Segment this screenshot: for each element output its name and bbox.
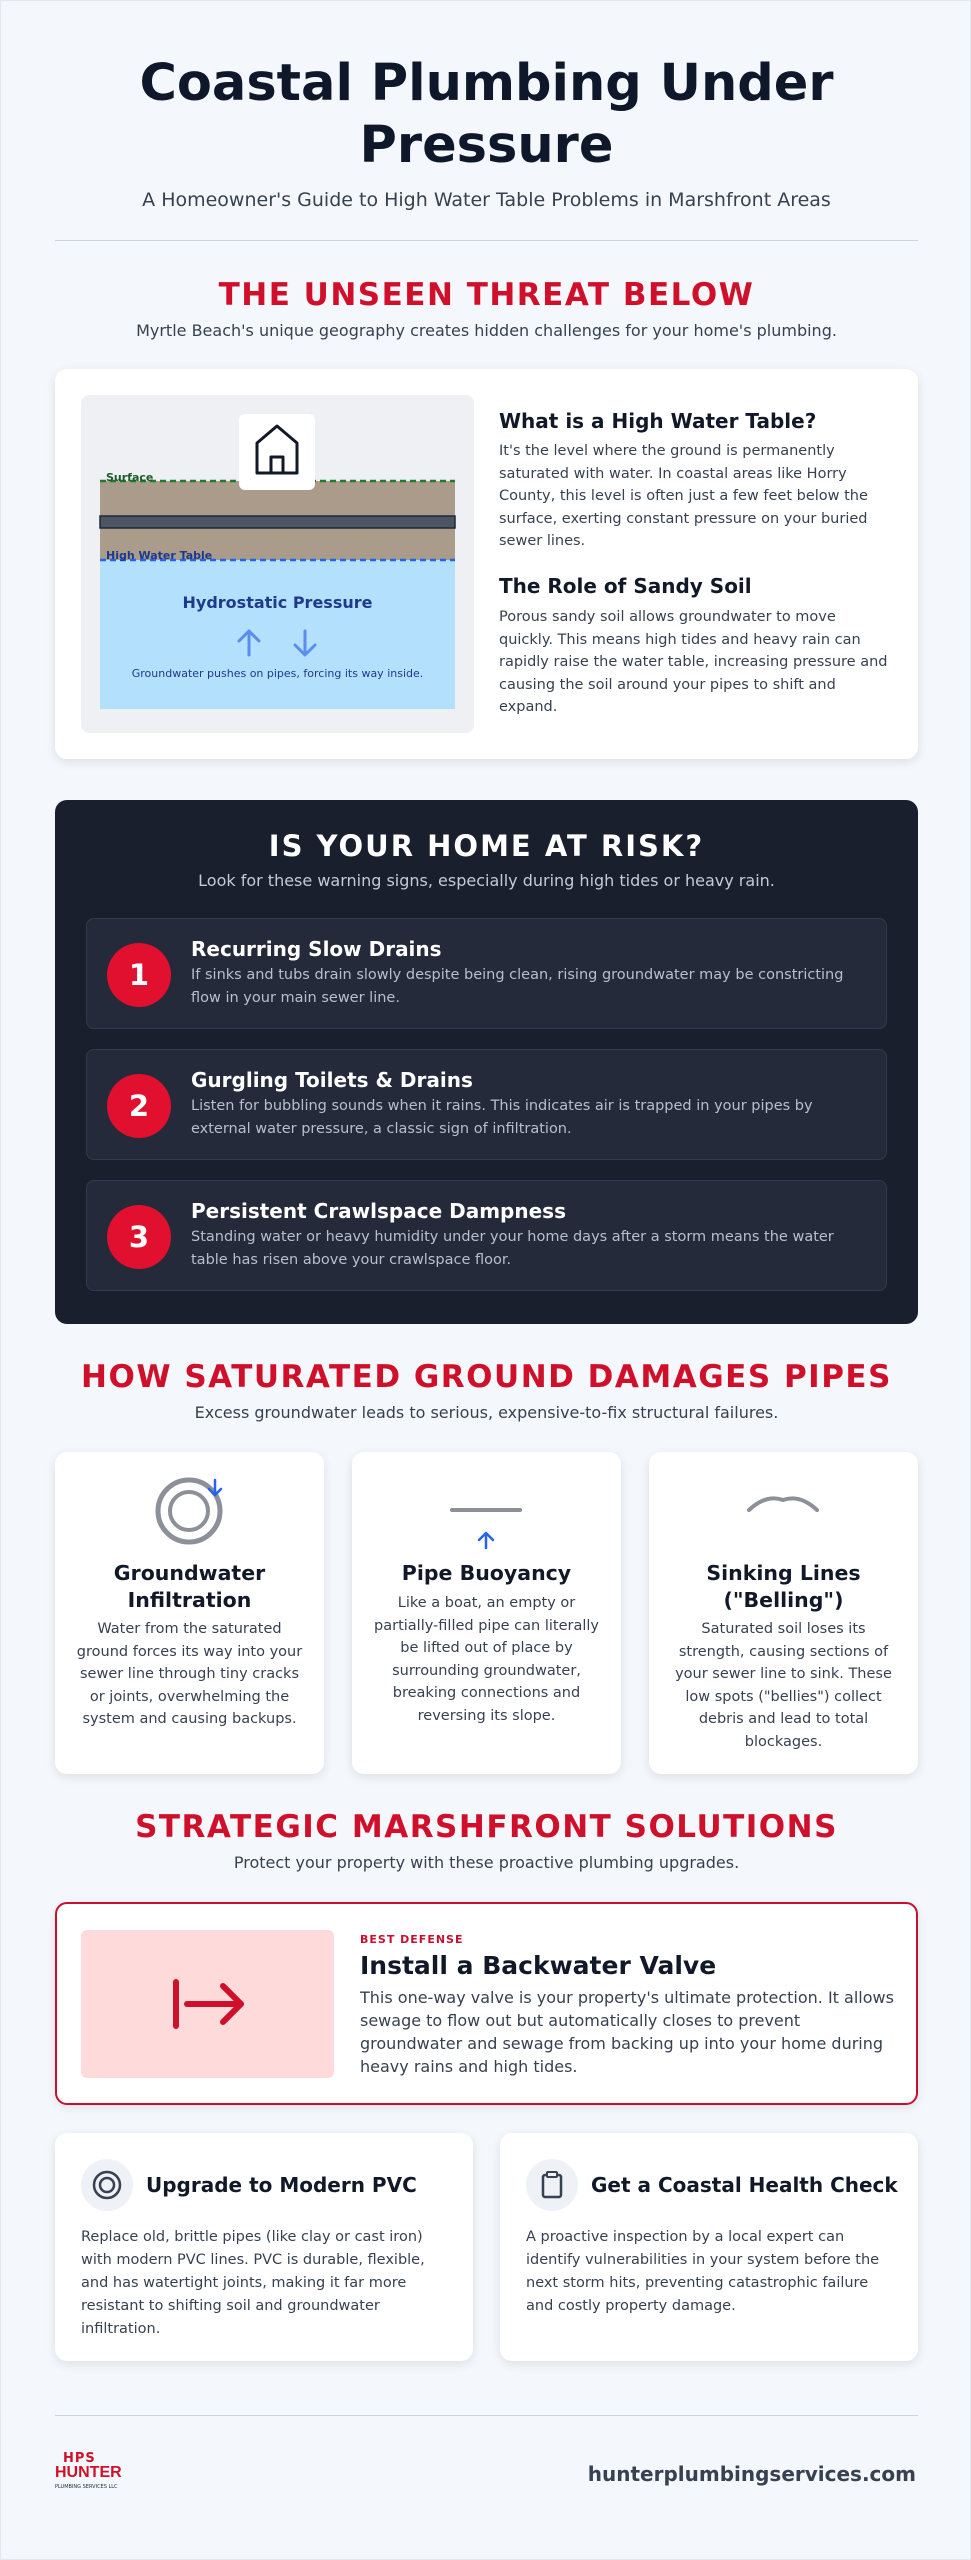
- solution-card-text: Replace old, brittle pipes (like clay or cast iron) with modern PVC lines. PVC is durable, flexible, and has watertight joints, making it far more resistant to shifting soil and groundwater infiltration.: [81, 2229, 425, 2337]
- best-defense-badge: BEST DEFENSE: [360, 1933, 464, 1946]
- water-table-diagram-svg: [81, 395, 474, 733]
- damage-card-sinking: [649, 1452, 918, 1774]
- infiltration-icon: [55, 1470, 324, 1560]
- hydrostatic-pressure-label: Hydrostatic Pressure: [182, 593, 373, 612]
- risk-item-heading: Gurgling Toilets & Drains: [191, 1068, 473, 1092]
- risk-item: [86, 1049, 887, 1160]
- damage-section-subtitle: Excess groundwater leads to serious, expensive-to-fix structural failures.: [194, 1403, 779, 1422]
- damage-card-text: Water from the saturated ground forces its way into your sewer line through tiny cracks or joints, overwhelming the system and causing backups.: [76, 1621, 303, 1727]
- solution-card-pvc: [55, 2133, 473, 2361]
- solution-card-heading: Get a Coastal Health Check: [591, 2173, 898, 2197]
- page-title: [1, 53, 971, 177]
- sandy-soil-heading: The Role of Sandy Soil: [499, 574, 752, 598]
- damage-card-heading-line: Sinking Lines: [706, 1561, 861, 1585]
- footer-divider: [55, 2415, 918, 2416]
- page-title-text: Coastal Plumbing Under Pressure: [139, 54, 834, 175]
- solution-card-text: A proactive inspection by a local expert can identify vulnerabilities in your system before the next storm hits, preventing catastrophic failure and costly property damage.: [526, 2229, 880, 2314]
- logo-name: HUNTER: [55, 2464, 122, 2481]
- risk-section-title: IS YOUR HOME AT RISK?: [268, 829, 705, 863]
- damage-card-infiltration: [55, 1452, 324, 1774]
- threat-section-title: THE UNSEEN THREAT BELOW: [218, 277, 755, 313]
- risk-item-heading: Recurring Slow Drains: [191, 937, 442, 961]
- risk-item-heading: Persistent Crawlspace Dampness: [191, 1199, 566, 1223]
- risk-item: [86, 1180, 887, 1291]
- solution-card-heading: Upgrade to Modern PVC: [146, 2173, 417, 2197]
- backwater-valve-text: This one-way valve is your property's ultimate protection. It allows sewage to flow out but automatically closes to prevent groundwater and sewage from backing up into your home during heavy rains and high tides.: [360, 1988, 894, 2076]
- sewer-pipe: [100, 516, 455, 528]
- damage-card-heading: [55, 1560, 324, 1614]
- risk-item-text: Standing water or heavy humidity under your home days after a storm means the water table has risen above your crawlspace floor.: [191, 1229, 834, 1268]
- solutions-section-subtitle: Protect your property with these proactive plumbing upgrades.: [233, 1853, 740, 1872]
- diagram-caption: Groundwater pushes on pipes, forcing its way inside.: [131, 667, 424, 680]
- risk-item-text: If sinks and tubs drain slowly despite being clean, rising groundwater may be constricting flow in your main sewer line.: [191, 967, 844, 1006]
- risk-item: [86, 918, 887, 1029]
- logo-monogram: HPS: [63, 2451, 96, 2466]
- sandy-soil-text: Porous sandy soil allows groundwater to move quickly. This means high tides and heavy rain can rapidly raise the water table, increasing pressure and causing the soil around your pipes to shift and expand.: [499, 609, 888, 715]
- damage-card-text: Saturated soil loses its strength, causing sections of your sewer line to sink. These low spots ("bellies") collect debris and lead to total blockages.: [675, 1621, 892, 1750]
- groundwater-zone: [100, 560, 455, 709]
- surface-label: Surface: [106, 471, 154, 484]
- backwater-valve-illustration: [81, 1930, 334, 2078]
- logo-tagline: PLUMBING SERVICES LLC: [55, 2484, 118, 2490]
- damage-card-heading-line: Groundwater: [113, 1561, 266, 1585]
- high-water-table-heading: What is a High Water Table?: [499, 409, 817, 433]
- risk-item-text: Listen for bubbling sounds when it rains. This indicates air is trapped in your pipes by external water pressure, a classic sign of infiltration.: [191, 1098, 813, 1137]
- solutions-section-title: STRATEGIC MARSHFRONT SOLUTIONS: [135, 1809, 838, 1845]
- damage-card-heading-line: ("Belling"): [723, 1588, 844, 1612]
- header-divider: [55, 240, 918, 241]
- damage-card-heading: [649, 1560, 918, 1614]
- clipboard-icon: [526, 2159, 578, 2211]
- risk-number-badge: 3: [107, 1205, 171, 1269]
- website-url: hunterplumbingservices.com: [587, 2462, 916, 2486]
- threat-section-subtitle: Myrtle Beach's unique geography creates hidden challenges for your home's plumbing.: [136, 321, 837, 340]
- sinking-line-icon: [649, 1470, 918, 1560]
- pipe-ring-icon: [81, 2159, 133, 2211]
- hunter-logo: [55, 2451, 121, 2497]
- damage-card-heading-line: Infiltration: [127, 1588, 252, 1612]
- page-subtitle: A Homeowner's Guide to High Water Table Problems in Marshfront Areas: [142, 189, 831, 211]
- solution-card-health-check: [500, 2133, 918, 2361]
- water-table-label: High Water Table: [106, 549, 213, 562]
- risk-section-subtitle: Look for these warning signs, especially during high tides or heavy rain.: [198, 871, 775, 890]
- arrow-right-to-bar-icon: [81, 1930, 334, 2078]
- risk-number-badge: 1: [107, 943, 171, 1007]
- water-table-diagram: [81, 395, 474, 733]
- buoyancy-icon: [352, 1470, 621, 1560]
- damage-card-heading: Pipe Buoyancy: [401, 1561, 572, 1585]
- damage-card-buoyancy: [352, 1452, 621, 1774]
- damage-card-text: Like a boat, an empty or partially-filled pipe can literally be lifted out of place by surrounding groundwater, breaking connections and reversing its slope.: [374, 1595, 599, 1724]
- high-water-table-text: It's the level where the ground is permanently saturated with water. In coastal areas like Horry County, this level is often just a few feet below the surface, exerting constant pressure on your buried sewer lines.: [499, 443, 868, 549]
- damage-section-title: HOW SATURATED GROUND DAMAGES PIPES: [81, 1359, 892, 1395]
- backwater-valve-heading: Install a Backwater Valve: [360, 1951, 717, 1980]
- risk-number-badge: 2: [107, 1074, 171, 1138]
